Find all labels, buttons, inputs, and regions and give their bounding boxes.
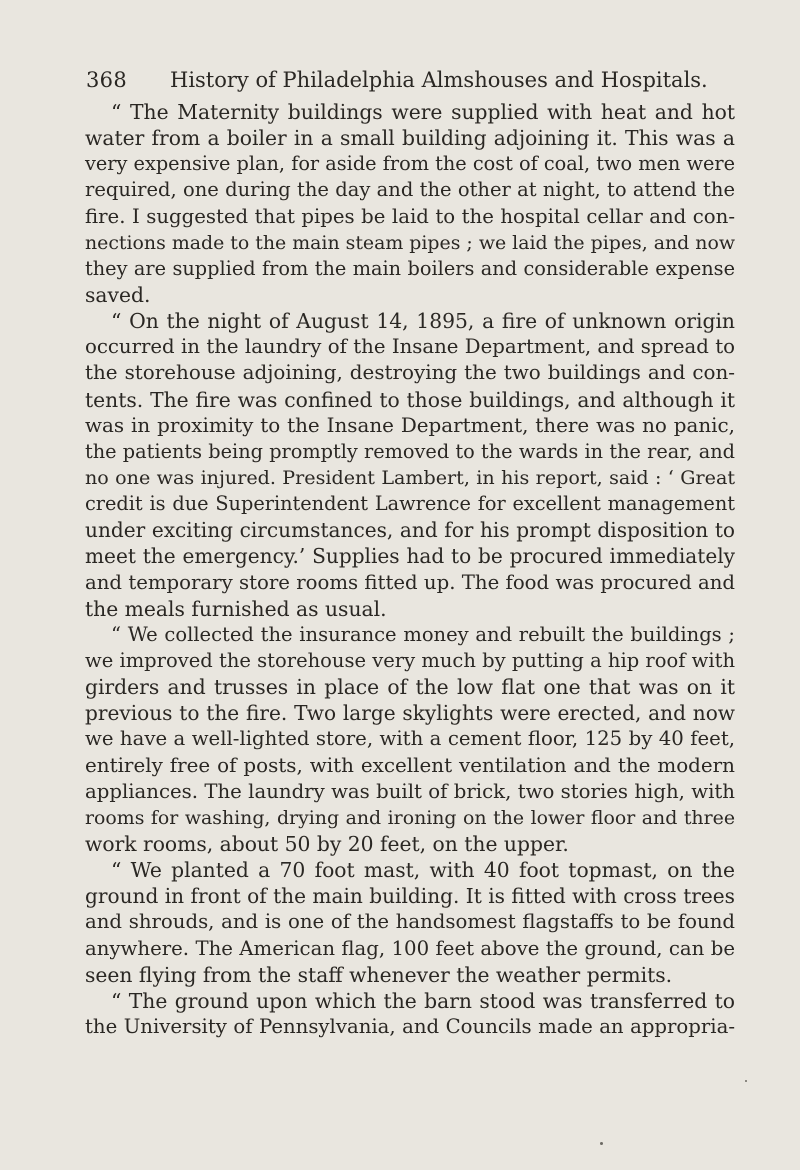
text-line: the University of Pennsylvania, and Councils made an appropria- <box>85 1014 735 1038</box>
text-line: credit is due Superintendent Lawrence for excellent management <box>85 492 735 516</box>
text-line: “ The Maternity buildings were supplied with heat and hot <box>111 100 735 124</box>
text-line: very expensive plan, for aside from the cost of coal, two men were <box>85 152 735 176</box>
text-line: under exciting circumstances, and for his prompt disposition to <box>85 518 735 543</box>
text-line: occurred in the laundry of the Insane Department, and spread to <box>85 335 735 359</box>
page-number: 368 <box>86 68 127 92</box>
text-line: rooms for washing, drying and ironing on the lower floor and three <box>85 806 735 829</box>
text-line: they are supplied from the main boilers and considerable expense <box>85 256 735 280</box>
text-line: “ We planted a 70 foot mast, with 40 foot topmast, on the <box>111 858 735 883</box>
text-line: anywhere. The American flag, 100 feet above the ground, can be <box>85 936 735 960</box>
text-line: ground in front of the main building. It is fitted with cross trees <box>85 884 735 909</box>
text-line: fire. I suggested that pipes be laid to the hospital cellar and con- <box>85 204 735 228</box>
running-head <box>86 68 728 96</box>
text-line: girders and trusses in place of the low flat one that was on it <box>85 675 735 700</box>
text-line: previous to the fire. Two large skylights were erected, and now <box>85 701 735 726</box>
text-line: the patients being promptly removed to the wards in the rear, and <box>85 439 735 463</box>
paper-speck <box>745 1080 747 1082</box>
paper-speck <box>600 1142 603 1145</box>
text-line: seen flying from the staff whenever the weather permits. <box>85 962 673 987</box>
text-line: we have a well-lighted store, with a cement floor, 125 by 40 feet, <box>85 727 735 751</box>
text-line: water from a boiler in a small building adjoining it. This was a <box>85 126 735 151</box>
text-line: “ We collected the insurance money and rebuilt the buildings ; <box>111 622 735 646</box>
text-line: meet the emergency.’ Supplies had to be procured immediately <box>85 544 735 569</box>
text-line: we improved the storehouse very much by putting a hip roof with <box>85 648 735 672</box>
running-title: History of Philadelphia Almshouses and Hospitals. <box>170 68 708 92</box>
text-line: was in proximity to the Insane Department, there was no panic, <box>85 413 735 437</box>
text-line: entirely free of posts, with excellent ventilation and the modern <box>85 753 735 777</box>
text-line: and shrouds, and is one of the handsomest flagstaffs to be found <box>85 910 735 934</box>
text-line: nections made to the main steam pipes ; we laid the pipes, and now <box>85 231 735 254</box>
body-text <box>85 99 735 1040</box>
text-line: work rooms, about 50 by 20 feet, on the upper. <box>85 831 569 856</box>
text-line: the meals furnished as usual. <box>85 596 387 621</box>
text-line: “ On the night of August 14, 1895, a fire of unknown origin <box>111 309 735 334</box>
text-line: “ The ground upon which the barn stood was transferred to <box>111 988 735 1013</box>
text-line: required, one during the day and the other at night, to attend the <box>85 178 735 202</box>
text-line: the storehouse adjoining, destroying the two buildings and con- <box>85 361 735 385</box>
text-line: saved. <box>85 282 151 307</box>
text-line: and temporary store rooms fitted up. The food was procured and <box>85 570 735 594</box>
text-line: appliances. The laundry was built of brick, two stories high, with <box>85 779 735 803</box>
text-line: tents. The fire was confined to those buildings, and although it <box>85 387 735 412</box>
text-line: no one was injured. President Lambert, in his report, said : ‘ Great <box>85 465 735 489</box>
